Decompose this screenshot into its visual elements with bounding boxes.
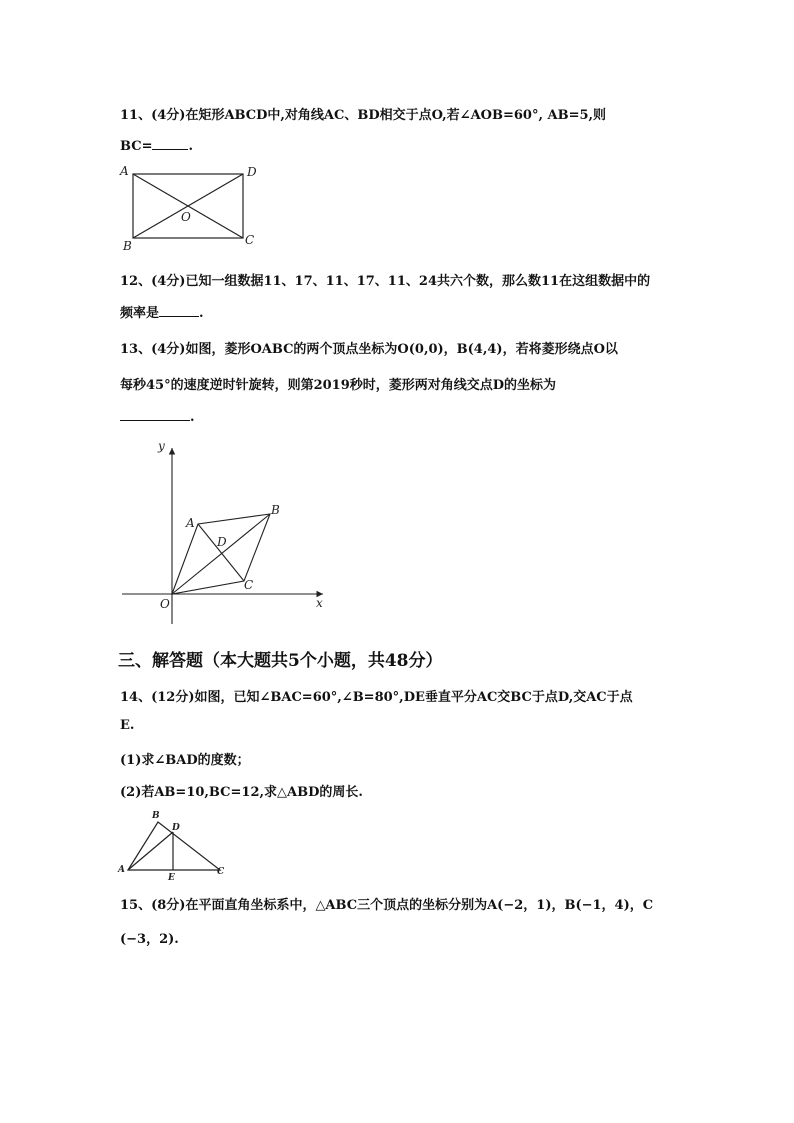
q13-text-line2: 每秒45°的速度逆时针旋转，则第2019秒时，菱形两对角线交点D的坐标为 — [120, 378, 557, 393]
q13-text-line3 — [120, 407, 195, 425]
q11-label-d: D — [247, 165, 257, 179]
q15-text-line2: (−3，2). — [120, 932, 179, 947]
q12-text-line2 — [120, 302, 204, 321]
q11-label-a: A — [120, 164, 129, 178]
q11-answer-prefix: BC= — [120, 139, 153, 154]
diagonal-ac — [198, 524, 244, 581]
q12-text-line1: 12、(4分)已知一组数据11、17、11、17、11、24共六个数，那么数11在这组数据中的 — [120, 274, 651, 289]
q12-answer-blank — [159, 303, 199, 317]
section-3-title: 三、解答题（本大题共5个小题，共48分） — [118, 651, 443, 671]
q14-label-b: B — [152, 811, 160, 821]
q13-answer-suffix: . — [190, 410, 195, 425]
q14-label-d: D — [172, 823, 180, 833]
q11-label-o: O — [181, 210, 191, 224]
q13-label-o: O — [160, 597, 170, 611]
q14-part-2: (2)若AB=10,BC=12,求△ABD的周长. — [120, 785, 363, 800]
q13-label-b: B — [271, 503, 280, 517]
q13-label-d: D — [217, 535, 227, 549]
q13-label-a: A — [186, 516, 195, 530]
q11-label-b: B — [123, 239, 132, 253]
q14-text-line1: 14、(12分)如图，已知∠BAC=60°,∠B=80°,DE垂直平分AC交BC于点D,交AC于点 — [120, 690, 633, 705]
q13-answer-blank — [120, 407, 190, 421]
q11-answer-suffix: . — [188, 139, 193, 154]
q13-label-y: y — [158, 439, 165, 453]
q14-label-c: C — [217, 867, 225, 877]
q11-label-c: C — [245, 233, 255, 247]
q15-text-line1: 15、(8分)在平面直角坐标系中，△ABC三个顶点的坐标分别为A(−2，1)，B(−1，4)，C — [120, 898, 654, 913]
q14-text-line2: E. — [120, 718, 135, 733]
q13-label-x: x — [316, 596, 323, 610]
q11-rectangle-figure — [115, 162, 275, 254]
q11-text-line1: 11、(4分)在矩形ABCD中,对角线AC、BD相交于点O,若∠AOB=60°, AB=5,则 — [120, 108, 607, 123]
q14-part-1: (1)求∠BAD的度数； — [120, 753, 250, 768]
q11-text-line2 — [120, 136, 193, 154]
q12-answer-prefix: 频率是 — [120, 306, 160, 321]
q11-answer-blank — [152, 136, 188, 150]
q13-rhombus-figure — [118, 436, 333, 626]
q13-text-line1: 13、(4分)如图，菱形OABC的两个顶点坐标为O(0,0)，B(4,4)，若将菱形绕点O以 — [120, 342, 618, 357]
q14-triangle-figure — [116, 808, 236, 883]
q13-label-c: C — [244, 578, 254, 592]
q12-answer-suffix: . — [199, 306, 204, 321]
q14-label-e: E — [168, 873, 175, 883]
segment-ad — [128, 832, 173, 870]
q14-label-a: A — [118, 865, 125, 875]
